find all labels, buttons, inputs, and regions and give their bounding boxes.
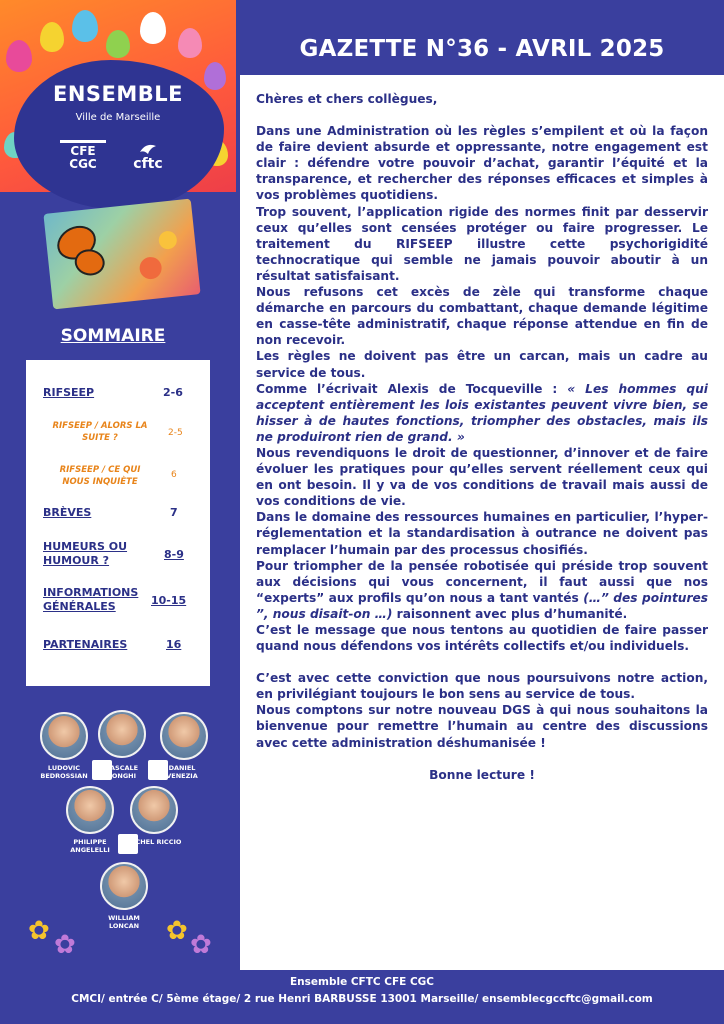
toc-item-pages: 2-5 <box>168 428 183 438</box>
toc-item-pages: 8-9 <box>164 548 184 561</box>
letter-paragraph: C’est avec cette conviction que nous poursuivons notre action, en privilégiant toujours le bon sens au service de tous. <box>256 671 708 702</box>
easter-egg-icon <box>106 30 130 58</box>
editorial-letter <box>240 75 724 970</box>
toc-item-pages: 6 <box>171 470 177 480</box>
cfe-cgc-logo: CFE CGC <box>60 140 106 174</box>
member-name: PHILIPPE ANGELELLI <box>70 838 110 854</box>
toc-item-label[interactable]: RIFSEEP / ALORS LA SUITE ? <box>52 421 148 443</box>
member-photo <box>160 712 208 760</box>
letter-paragraph: C’est le message que nous tentons au quotidien de faire passer quand nous défendons vos intérêts collectifs et/ou individuels. <box>256 623 708 654</box>
toc-item-label[interactable]: RIFSEEP <box>43 386 95 399</box>
brand-name: ENSEMBLE <box>52 82 184 106</box>
easter-egg-icon <box>40 22 64 52</box>
member-name: MICHEL RICCIO <box>126 838 182 846</box>
letter-paragraph: Nous comptons sur notre nouveau DGS à qui nous souhaitons la bienvenue pour remettre l’humain au centre des discussions avec cette administration déshumanisée ! <box>256 703 708 750</box>
footer-address[interactable]: CMCI/ entrée C/ 5ème étage/ 2 rue Henri BARBUSSE 13001 Marseille/ ensemblecgccftc@gmail.com <box>71 993 653 1005</box>
letter-paragraph: Dans le domaine des ressources humaines en particulier, l’hyper-réglementation et la standardisation à outrance ne doivent pas remplacer l’humain par des processus chosifiés. <box>256 510 708 557</box>
member-photo <box>98 710 146 758</box>
toc-item-label[interactable]: PARTENAIRES <box>43 638 128 651</box>
toc-item-label[interactable]: BRÈVES <box>43 506 92 519</box>
toc-item-pages: 2-6 <box>163 386 183 399</box>
easter-egg-icon <box>178 28 202 58</box>
flower-icon: ✿ <box>190 930 212 960</box>
sommaire-box <box>26 360 210 686</box>
flower-icon <box>158 230 178 250</box>
experts-text-end: raisonnent avec plus d’humanité. <box>392 606 628 621</box>
toc-item-label[interactable]: INFORMATIONS GÉNÉRALES <box>43 586 139 613</box>
dove-icon <box>138 142 158 156</box>
letter-closing: Bonne lecture ! <box>429 767 535 782</box>
flower-icon: ✿ <box>166 916 188 946</box>
letter-paragraph-quote <box>256 381 708 445</box>
letter-paragraph: Trop souvent, l’application rigide des normes finit par desservir ceux qu’elles sont censées protéger ou faire progresser. Le traitement du RIFSEEP illustre cette psychorigidité technocratique qui semble ne jamais pouvoir aboutir à un résultat satisfaisant. <box>256 204 708 283</box>
experts-quote: (…” des pointures ”, nous disait-on …) <box>256 590 708 621</box>
easter-egg-icon <box>6 40 32 72</box>
member-name: WILLIAM LONCAN <box>108 914 140 930</box>
letter-greeting: Chères et chers collègues, <box>256 92 438 106</box>
page-title: GAZETTE N°36 - AVRIL 2025 <box>299 36 665 62</box>
sommaire-title: SOMMAIRE <box>60 326 166 346</box>
footer-org: Ensemble CFTC CFE CGC <box>290 976 434 988</box>
flower-icon <box>139 256 163 280</box>
letter-paragraph: Dans une Administration où les règles s’empilent et où la façon de faire devient absurde et oppressante, notre engagement est clair : défendre votre pouvoir d’achat, garantir l’équité et la transparence, et rechercher des réponses efficaces et simples à vos problèmes quotidiens. <box>256 124 708 203</box>
toc-item-label[interactable]: HUMEURS OU HUMOUR ? <box>43 540 128 567</box>
butterfly-photo <box>43 199 200 310</box>
letter-paragraph: Nous refusons cet excès de zèle qui transforme chaque démarche en parcours du combattant, chaque demande légitime en casse-tête administratif, chaque réponse attendue en fin de non recevoir. <box>256 285 708 348</box>
experts-text: Pour triompher de la pensée robotisée qui préside trop souvent aux décisions qui vous concernent, il faut aussi que nos “experts” aux profils qu’on nous a tant vantés <box>256 558 708 605</box>
letter-paragraph: Nous revendiquons le droit de questionner, d’innover et de faire évoluer les pratiques pour qu’elles servent réellement ceux qui en ont besoin. Il y va de vos conditions de travail mais aussi de vos conditions de vie. <box>256 445 708 509</box>
member-photo <box>66 786 114 834</box>
toc-item-pages: 10-15 <box>151 594 187 607</box>
member-photo <box>100 862 148 910</box>
member-photo <box>130 786 178 834</box>
toc-item-pages: 7 <box>170 506 178 519</box>
member-name: PASCALE LONGHI <box>105 764 139 780</box>
member-name: LUDOVIC BEDROSSIAN <box>40 764 88 780</box>
footer <box>0 974 724 1008</box>
toc-item-pages: 16 <box>166 638 182 651</box>
easter-egg-icon <box>72 10 98 42</box>
flower-icon: ✿ <box>54 930 76 960</box>
cftc-logo <box>120 142 176 176</box>
letter-paragraph: Les règles ne doivent pas être un carcan, mais un cadre au service de tous. <box>256 349 708 380</box>
brand-city: Ville de Marseille <box>75 112 161 123</box>
easter-egg-icon <box>140 12 166 44</box>
letter-paragraph-experts <box>256 558 708 622</box>
member-photo <box>40 712 88 760</box>
toc-item-label[interactable]: RIFSEEP / CE QUI NOUS INQUIÈTE <box>59 465 141 487</box>
tocqueville-quote: « Les hommes qui acceptent entièrement les lois existantes peuvent vivre bien, se hisser à de hautes fonctions, triompher des obstacles, mais ils ne produiront rien de grand. » <box>256 381 708 444</box>
flower-icon: ✿ <box>28 916 50 946</box>
member-name: DANIEL VENEZIA <box>166 764 198 780</box>
quote-intro: Comme l’écrivait Alexis de Tocqueville : <box>256 381 568 396</box>
cftc-logo-text: cftc <box>133 156 163 172</box>
